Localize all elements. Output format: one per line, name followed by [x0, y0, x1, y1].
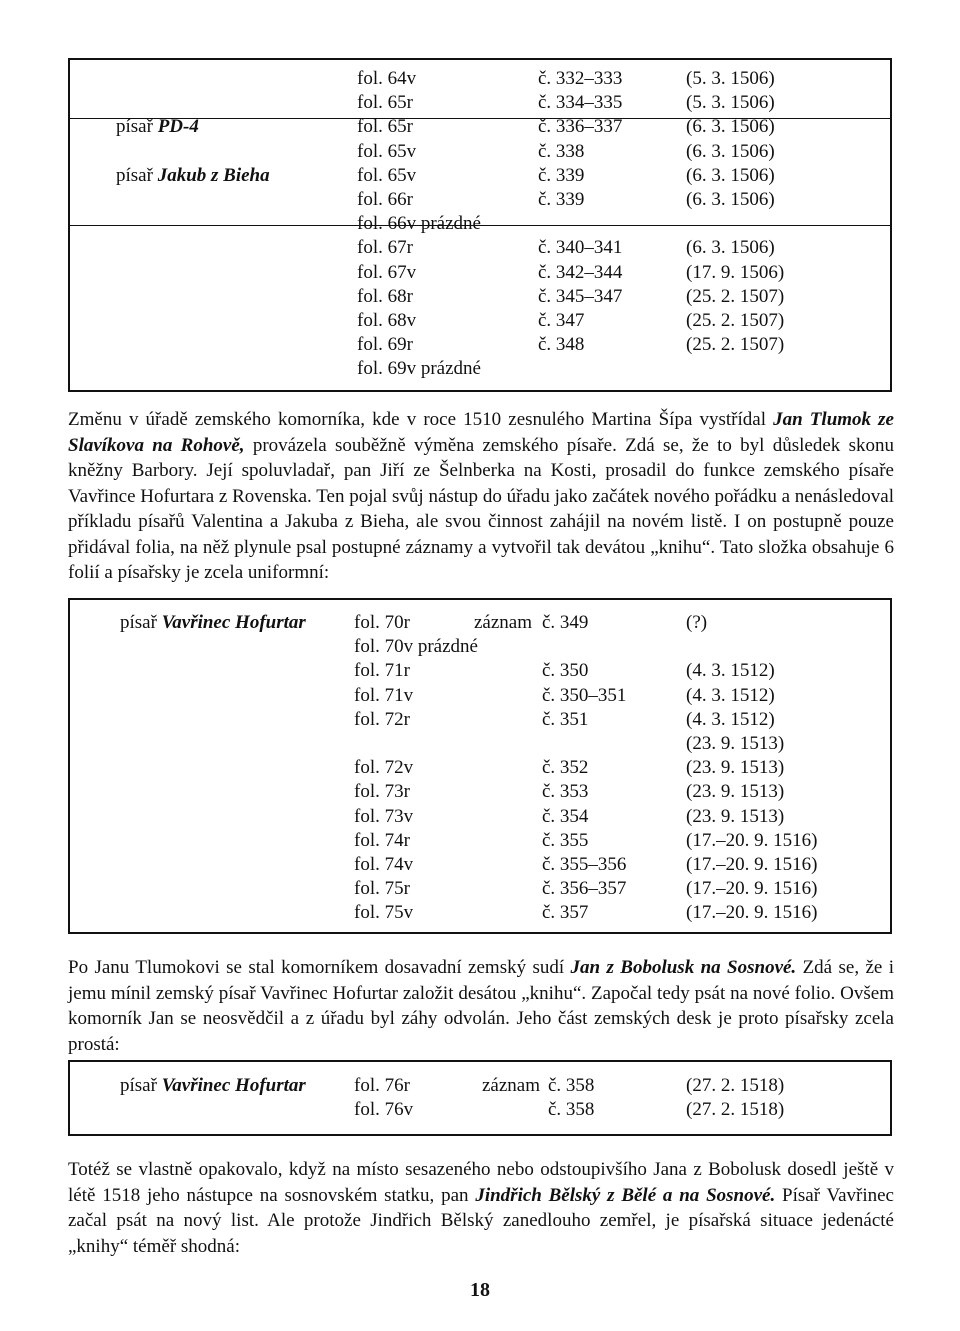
paragraph-jan-z-bobolusk: Po Janu Tlumokovi se stal komorníkem dosavadní zemský sudí Jan z Bobolusk na Sosnové. Zdá se, že i jemu mínil zemský písař Vavřinec Hofurtar založit desátou „knihu“. Započal tedy psát na nové folio. Ovšem komorník Jan se neosvědčil a z úřadu byl záhy odvolán. Jeho část zemských desk je proto písařsky zcela prostá:: [68, 957, 894, 1055]
folio-cell: fol. 65v: [357, 164, 417, 186]
folio-cell: fol. 67r: [357, 237, 413, 259]
record-number-cell: č. 348: [538, 334, 585, 356]
table-row: [70, 659, 890, 683]
scribe-name: PD-4: [157, 116, 199, 138]
table-row: [70, 236, 890, 260]
date-cell: (6. 3. 1506): [686, 164, 775, 186]
name-jindrich-belsky: Jindřich Bělský z Bělé a na Sosnové.: [475, 1184, 776, 1206]
date-cell: (6. 3. 1506): [686, 189, 775, 210]
folio-cell: fol. 72v: [354, 757, 414, 779]
date-cell: (4. 3. 1512): [686, 660, 775, 682]
table-row: [70, 309, 890, 333]
date-cell: (23. 9. 1513): [686, 757, 785, 779]
folio-cell: fol. 70r: [354, 612, 410, 633]
record-label-cell: záznam: [482, 1075, 541, 1096]
folio-cell: fol. 67v: [357, 261, 417, 283]
folio-cell: fol. 73v: [354, 805, 414, 827]
folio-table-3: [68, 1060, 892, 1136]
table-row: [70, 635, 890, 659]
record-number-cell: č. 353: [542, 781, 589, 803]
folio-cell: fol. 68r: [357, 285, 413, 307]
table-row: [70, 877, 890, 901]
folio-cell: fol. 69r: [357, 334, 413, 356]
table-row: [70, 611, 890, 635]
table-row: [70, 140, 890, 164]
scribe-label: písař Vavřinec Hofurtar: [120, 1075, 306, 1096]
folio-cell: fol. 76r: [354, 1075, 410, 1096]
date-cell: (6. 3. 1506): [686, 237, 775, 259]
date-cell: (27. 2. 1518): [686, 1075, 785, 1096]
scribe-prefix: písař: [116, 116, 158, 138]
folio-cell: fol. 69v prázdné: [357, 358, 481, 380]
folio-cell: fol. 71r: [354, 660, 410, 682]
table-row: [70, 357, 890, 381]
record-number-cell: č. 334–335: [538, 92, 623, 114]
record-number-cell: č. 339: [538, 189, 585, 210]
scribe-name: Vavřinec Hofurtar: [161, 1075, 306, 1096]
table-row: [70, 91, 890, 115]
folio-cell: fol. 73r: [354, 781, 410, 803]
table-row: [70, 708, 890, 732]
folio-cell: fol. 65v: [357, 140, 417, 162]
date-cell: (25. 2. 1507): [686, 285, 785, 307]
record-number-cell: č. 350–351: [542, 684, 627, 706]
folio-cell: fol. 66r: [357, 189, 413, 210]
record-number-cell: č. 352: [542, 757, 589, 779]
table-row: [70, 732, 890, 756]
scribe-label: [116, 164, 270, 188]
date-cell: (17.–20. 9. 1516): [686, 878, 818, 900]
date-cell: (23. 9. 1513): [686, 805, 785, 827]
table-row: [70, 780, 890, 804]
date-cell: (17.–20. 9. 1516): [686, 854, 818, 875]
table-row: [70, 188, 890, 212]
paragraph-jindrich-belsky: Totéž se vlastně opakovalo, když na místo sesazeného nebo odstoupivšího Jana z Bobolusk dosedl ještě v létě 1518 jeho nástupce na sosnovském statku, pan Jindřich Bělský z Bělé a na Sosnové. Písař Vavřinec začal psát na nový list. Ale protože Jindřich Bělský zanedlouho zemřel, je písařská situace jedenácté „knihy“ téměř shodná:: [68, 1159, 894, 1257]
table-row: [70, 67, 890, 91]
date-cell: (23. 9. 1513): [686, 781, 785, 803]
record-number-cell: č. 336–337: [538, 116, 623, 138]
name-jan-z-bobolusk: Jan z Bobolusk na Sosnové.: [570, 957, 797, 978]
scribe-prefix: písař: [116, 164, 158, 186]
date-cell: (6. 3. 1506): [686, 140, 775, 162]
record-number-cell: č. 358: [548, 1075, 595, 1096]
date-cell: (17.–20. 9. 1516): [686, 902, 818, 924]
scribe-name: Jakub z Bieha: [157, 164, 270, 186]
record-number-cell: č. 355–356: [542, 854, 627, 875]
date-cell: (23. 9. 1513): [686, 733, 785, 754]
table-row: [70, 805, 890, 829]
date-cell: (27. 2. 1518): [686, 1099, 785, 1121]
folio-cell: fol. 72r: [354, 708, 410, 730]
record-number-cell: č. 358: [548, 1099, 595, 1121]
table-row: [70, 1098, 890, 1122]
record-number-cell: č. 357: [542, 902, 589, 924]
table-row: [70, 285, 890, 309]
name-jan-tlumok: Jan Tlumok ze Slavíkova na Rohově,: [68, 409, 894, 456]
record-number-cell: č. 356–357: [542, 878, 627, 900]
table-row: [70, 164, 890, 188]
table-row: [70, 684, 890, 708]
record-number-cell: č. 332–333: [538, 68, 623, 89]
record-number-cell: č. 350: [542, 660, 589, 682]
table-row: [70, 261, 890, 285]
table-row: [70, 829, 890, 853]
folio-table-1: [68, 58, 892, 392]
table-row: [70, 853, 890, 877]
record-number-cell: č. 354: [542, 805, 589, 827]
date-cell: (4. 3. 1512): [686, 708, 775, 730]
paragraph-chamberlain-change: Změnu v úřadě zemského komorníka, kde v roce 1510 zesnulého Martina Šípa vystřídal Jan Tlumok ze Slavíkova na Rohově, provázela souběžně výměna zemského písaře. Zdá se, že to byl důsledek skonu kněžny Barbory. Její spoluvladař, pan Jiří ze Šelnberka na Kosti, prosadil do funkce zemského písaře Vavřince Hofurtara z Rovenska. Ten pojal svůj nástup do úřadu jako začátek nového pořádku a nenásledoval příkladu písařů Valentina a Jakuba z Bieha, ale svou činnost zahájil na novém listě. I on postupně pouze přidával folia, na něž plynule psal postupné záznamy a vytvořil tak devátou „knihu“. Tato složka obsahuje 6 folií a písařsky je zcela uniformní:: [68, 409, 894, 583]
date-cell: (6. 3. 1506): [686, 116, 775, 138]
date-cell: (17.–20. 9. 1516): [686, 829, 818, 851]
scribe-name: Vavřinec Hofurtar: [161, 612, 306, 633]
date-cell: (25. 2. 1507): [686, 334, 785, 356]
table-row: [70, 333, 890, 357]
table-row: [70, 901, 890, 925]
date-cell: (17. 9. 1506): [686, 261, 785, 283]
table-row: [70, 1074, 890, 1098]
folio-cell: fol. 65r: [357, 92, 413, 114]
folio-cell: fol. 75v: [354, 902, 414, 924]
date-cell: (25. 2. 1507): [686, 310, 785, 331]
record-label-cell: záznam: [474, 612, 533, 633]
date-cell: (5. 3. 1506): [686, 68, 775, 89]
record-number-cell: č. 355: [542, 829, 589, 851]
date-cell: (4. 3. 1512): [686, 684, 775, 706]
record-number-cell: č. 351: [542, 708, 589, 730]
folio-cell: fol. 66v prázdné: [357, 213, 481, 235]
folio-cell: fol. 65r: [357, 116, 413, 138]
record-number-cell: č. 347: [538, 310, 585, 331]
scribe-divider: [70, 118, 890, 119]
folio-cell: fol. 76v: [354, 1099, 414, 1121]
folio-cell: fol. 75r: [354, 878, 410, 900]
folio-cell: fol. 68v: [357, 310, 417, 331]
record-number-cell: č. 339: [538, 164, 585, 186]
record-number-cell: č. 345–347: [538, 285, 623, 307]
folio-table-2: [68, 598, 892, 934]
folio-cell: fol. 71v: [354, 684, 414, 706]
scribe-label: písař Vavřinec Hofurtar: [120, 612, 306, 633]
folio-cell: fol. 64v: [357, 68, 417, 89]
table-row: [70, 756, 890, 780]
scribe-divider: [70, 225, 890, 226]
folio-cell: fol. 70v prázdné: [354, 636, 478, 658]
date-cell: (5. 3. 1506): [686, 92, 775, 114]
record-number-cell: č. 349: [542, 612, 589, 633]
date-cell: (?): [686, 612, 708, 633]
folio-cell: fol. 74r: [354, 829, 410, 851]
folio-cell: fol. 74v: [354, 854, 414, 875]
record-number-cell: č. 342–344: [538, 261, 623, 283]
page-number: 18: [470, 1279, 490, 1301]
record-number-cell: č. 340–341: [538, 237, 623, 259]
record-number-cell: č. 338: [538, 140, 585, 162]
